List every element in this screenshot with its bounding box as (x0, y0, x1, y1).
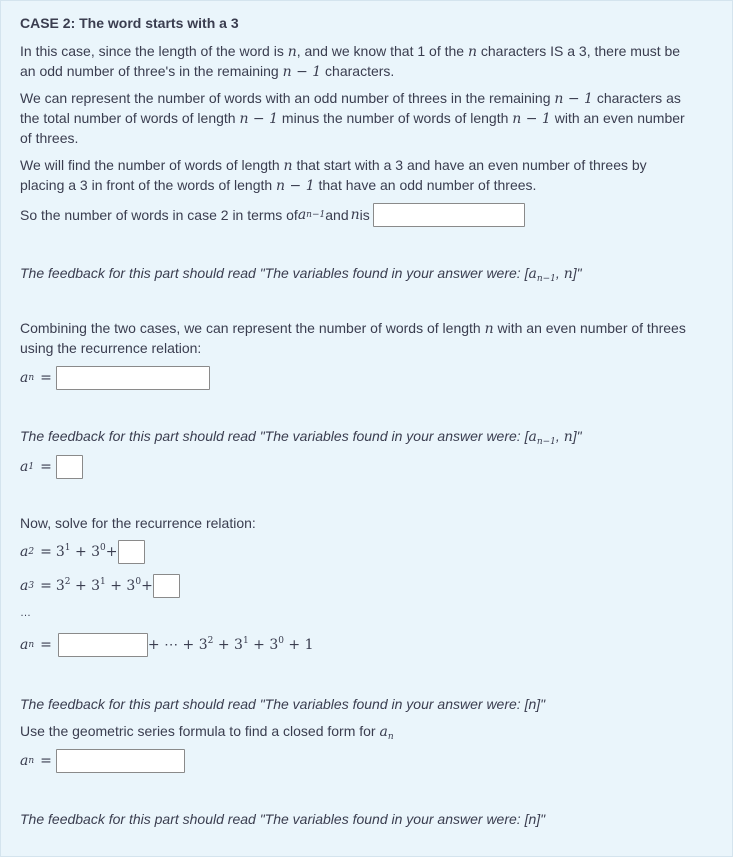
an-closed-form-row: a n = (20, 749, 185, 773)
case2-paragraph3-line2: placing a 3 in front of the words of length n − 1 that have an odd number of threes. (20, 177, 537, 194)
solve-intro: Now, solve for the recurrence relation: (20, 515, 256, 531)
case2-paragraph2-line2: the total number of words of length n − 1 minus the number of words of length n − 1 with an even number (20, 110, 685, 127)
case2-paragraph1-line2: an odd number of three's in the remaining n − 1 characters. (20, 63, 395, 80)
combine-line1: Combining the two cases, we can represent the number of words of length n with an even number of threes (20, 320, 686, 337)
case2-answer-input[interactable] (373, 203, 525, 227)
a3-row: a 3 = $3^2 + 3^1 + 3^0+$ (20, 574, 180, 598)
a1-input[interactable] (56, 455, 83, 479)
case2-paragraph2-line1: We can represent the number of words with an odd number of threes in the remaining n − 1 characters as (20, 90, 681, 107)
case2-paragraph3-line1: We will find the number of words of length n that start with a 3 and have an even number of threes by (20, 157, 647, 174)
a3-extra-input[interactable] (153, 574, 180, 598)
combine-line2: using the recurrence relation: (20, 340, 202, 356)
feedback-text-1: The feedback for this part should read "The variables found in your answer were: [$a_{n-1}$, n]" (20, 265, 582, 284)
case2-paragraph2-line3: of threes. (20, 130, 79, 146)
geometric-intro: Use the geometric series formula to find a closed form for $a_n$ (20, 723, 394, 742)
continuation-dots: … (20, 607, 31, 619)
case2-heading: CASE 2: The word starts with a 3 (20, 15, 239, 31)
case2-paragraph1-line1: In this case, since the length of the word is n, and we know that 1 of the n characters IS a 3, there must be (20, 43, 681, 60)
an-first-term-input[interactable] (58, 633, 148, 657)
an-closed-form-input[interactable] (56, 749, 185, 773)
a1-row: a 1 = (20, 455, 83, 479)
feedback-text-3: The feedback for this part should read "The variables found in your answer were: [n]" (20, 696, 546, 712)
a2-row: a 2 = $3^1 + 3^0+$ (20, 540, 145, 564)
case2-answer-row: So the number of words in case 2 in terms of a n−1 and n is (20, 203, 525, 227)
feedback-text-4: The feedback for this part should read "The variables found in your answer were: [n]" (20, 811, 546, 827)
feedback-text-2: The feedback for this part should read "The variables found in your answer were: [$a_{n-1}$, n]" (20, 428, 582, 447)
an-expansion-row: a n = + ⋯ + $3^2 + 3^1 + 3^0 + 1$ (20, 633, 314, 657)
an-recurrence-input[interactable] (56, 366, 210, 390)
an-recurrence-row: a n = (20, 366, 210, 390)
a2-extra-input[interactable] (118, 540, 145, 564)
